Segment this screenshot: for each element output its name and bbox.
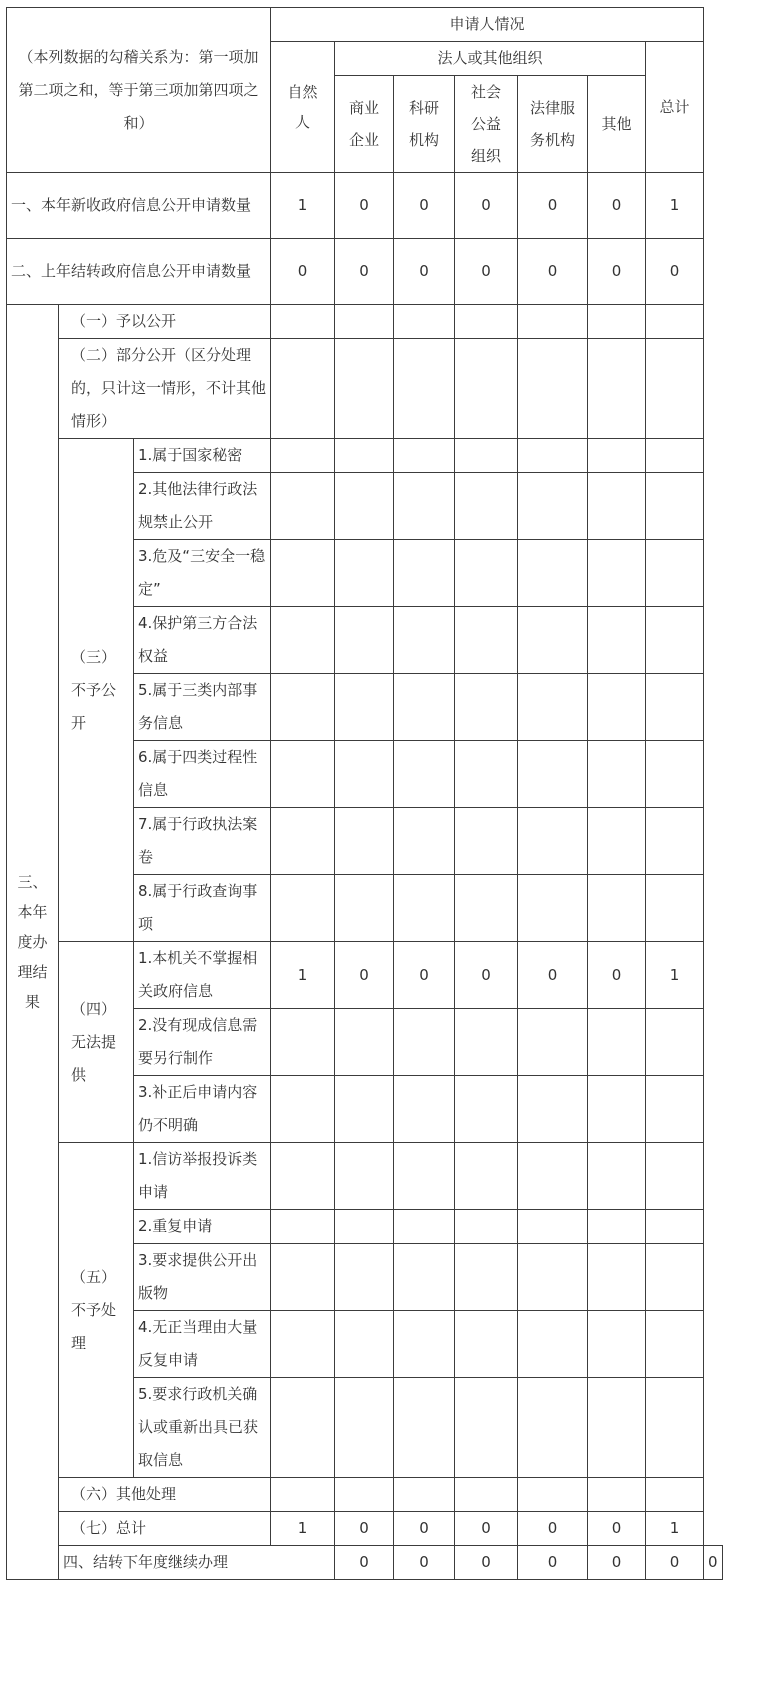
g3-item: 6.属于四类过程性信息 [134,741,271,808]
g3-item: 2.其他法律行政法规禁止公开 [134,473,271,540]
g3-item: 4.保护第三方合法权益 [134,607,271,674]
sec3-label: 三、本年度办理结果 [7,305,59,1580]
g5-item: 1.信访举报投诉类申请 [134,1143,271,1210]
sec4-value: 0 [455,1546,518,1580]
sec2-value: 0 [335,239,394,305]
sec3-g4-label: （四）无法提供 [59,942,134,1143]
g5-item: 5.要求行政机关确认或重新出具已获取信息 [134,1378,271,1478]
header-welfare: 社会公益组织 [455,76,518,173]
sec1-value: 0 [588,173,646,239]
r7-value: 1 [646,1512,704,1546]
g3-item: 1.属于国家秘密 [134,439,271,473]
header-natural-person: 自然人 [271,42,335,173]
g5-item: 4.无正当理由大量反复申请 [134,1311,271,1378]
sec2-value: 0 [271,239,335,305]
sec2-value: 0 [455,239,518,305]
r7-value: 1 [271,1512,335,1546]
header-business: 商业企业 [335,76,394,173]
g4-value: 0 [455,942,518,1009]
g3-item: 8.属于行政查询事项 [134,875,271,942]
g4-value: 0 [335,942,394,1009]
sec1-value: 0 [394,173,455,239]
header-total: 总计 [646,42,704,173]
sec4-value: 0 [588,1546,646,1580]
g4-item: 1.本机关不掌握相关政府信息 [134,942,271,1009]
sec3-r1-label: （一）予以公开 [59,305,271,339]
header-applicant: 申请人情况 [271,8,704,42]
sec3-r6-label: （六）其他处理 [59,1478,271,1512]
sec2-value: 0 [394,239,455,305]
g3-item: 3.危及“三安全一稳定” [134,540,271,607]
r7-value: 0 [335,1512,394,1546]
header-legal-service: 法律服务机构 [518,76,588,173]
g4-value: 1 [271,942,335,1009]
r7-value: 0 [394,1512,455,1546]
sec1-value: 1 [646,173,704,239]
g4-value: 0 [394,942,455,1009]
sec3-r2-label: （二）部分公开（区分处理的，只计这一情形，不计其他情形） [59,339,271,439]
sec4-label: 四、结转下年度继续办理 [59,1546,335,1580]
disclosure-table [6,7,723,1580]
r7-value: 0 [455,1512,518,1546]
g4-item: 3.补正后申请内容仍不明确 [134,1076,271,1143]
r7-value: 0 [518,1512,588,1546]
sec1-value: 0 [455,173,518,239]
header-note: （本列数据的勾稽关系为：第一项加第二项之和，等于第三项加第四项之和） [7,8,271,173]
sec4-value: 0 [646,1546,704,1580]
g4-value: 0 [588,942,646,1009]
sec1-value: 0 [518,173,588,239]
sec4-value: 0 [335,1546,394,1580]
sec4-value: 0 [394,1546,455,1580]
sec2-value: 0 [588,239,646,305]
g3-item: 7.属于行政执法案卷 [134,808,271,875]
header-legal-org: 法人或其他组织 [335,42,646,76]
sec3-r7-label: （七）总计 [59,1512,271,1546]
g4-value: 0 [518,942,588,1009]
sec4-value: 0 [704,1546,723,1580]
sec1-value: 0 [335,173,394,239]
sec3-g5-label: （五）不予处理 [59,1143,134,1478]
g5-item: 3.要求提供公开出版物 [134,1244,271,1311]
g4-value: 1 [646,942,704,1009]
sec1-label: 一、本年新收政府信息公开申请数量 [7,173,271,239]
r7-value: 0 [588,1512,646,1546]
header-research: 科研机构 [394,76,455,173]
sec2-value: 0 [646,239,704,305]
g5-item: 2.重复申请 [134,1210,271,1244]
g3-item: 5.属于三类内部事务信息 [134,674,271,741]
sec3-g3-label: （三）不予公开 [59,439,134,942]
sec2-label: 二、上年结转政府信息公开申请数量 [7,239,271,305]
sec4-value: 0 [518,1546,588,1580]
sec2-value: 0 [518,239,588,305]
header-other: 其他 [588,76,646,173]
g4-item: 2.没有现成信息需要另行制作 [134,1009,271,1076]
sec1-value: 1 [271,173,335,239]
